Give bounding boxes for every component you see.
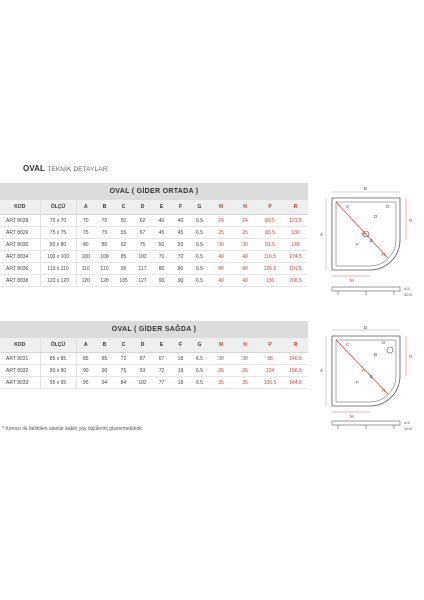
table-cell: 110	[76, 263, 95, 275]
label-height-1: 4.5	[404, 420, 410, 425]
table-cell: 120 x 120	[40, 275, 76, 287]
table-cell: 116.5	[257, 251, 283, 263]
label-f: F	[356, 380, 359, 385]
table-cell: 70	[152, 251, 171, 263]
label-d: D	[374, 352, 378, 357]
column-header-6: E	[152, 200, 171, 215]
table-cell: 25	[209, 227, 233, 239]
table-cell: 80.5	[257, 215, 283, 227]
label-a: A	[320, 232, 324, 237]
column-header-4: C	[114, 200, 133, 215]
label-c: C	[346, 342, 350, 347]
label-b: B	[364, 186, 368, 191]
label-f: F	[356, 242, 359, 247]
table-cell: 95	[76, 377, 95, 389]
table-cell: 35	[209, 377, 233, 389]
cell-kod: ART 8030	[0, 239, 40, 251]
table-cell: 18	[171, 377, 190, 389]
table-cell: 50	[114, 215, 133, 227]
column-header-8: G	[190, 338, 209, 353]
table-heading: OVAL ( GİDER SAĞDA )	[0, 321, 308, 338]
table-cell: 77	[152, 377, 171, 389]
table-cell: 104	[257, 365, 283, 377]
column-header-7: F	[171, 200, 190, 215]
table-cell: 25	[233, 227, 257, 239]
label-c: C	[346, 204, 350, 209]
table-cell: 80	[76, 239, 95, 251]
table-cell: 6.5	[190, 239, 209, 251]
column-header-3: B	[95, 338, 114, 353]
arc-diagonal-line	[336, 202, 388, 258]
drain-icon	[387, 347, 393, 353]
table-cell: 120	[76, 275, 95, 287]
table-row	[0, 251, 308, 263]
table-cell: 30	[233, 353, 257, 365]
table-cell: 80 x 80	[40, 239, 76, 251]
table-cell: 85 x 85	[40, 353, 76, 365]
column-header-11: P	[257, 338, 283, 353]
table-cell: 126.5	[257, 263, 283, 275]
table-cell: 98	[257, 353, 283, 365]
table-cell: 85	[76, 353, 95, 365]
table-cell: 24	[233, 215, 257, 227]
table-cell: 55	[114, 227, 133, 239]
table-cell: 100 x 100	[40, 251, 76, 263]
table-cell: 110	[95, 263, 114, 275]
table-cell: 130	[283, 227, 308, 239]
label-r: R	[382, 388, 386, 393]
table-cell: 164.5	[283, 377, 308, 389]
table-cell: 50	[152, 239, 171, 251]
column-header-10: N	[233, 200, 257, 215]
arc-diagonal-line	[336, 340, 388, 394]
table-cell: 90 x 90	[40, 365, 76, 377]
table-row	[0, 239, 308, 251]
table-cell: 35	[209, 365, 233, 377]
table-cell: 6.5	[190, 215, 209, 227]
table-cell: 30	[209, 353, 233, 365]
table-cell: 6.5	[190, 263, 209, 275]
column-header-4: C	[114, 338, 133, 353]
table-cell: 91.5	[257, 239, 283, 251]
column-header-9: M	[209, 200, 233, 215]
table-cell: 75	[95, 227, 114, 239]
column-header-6: E	[152, 338, 171, 353]
column-header-0: KOD	[0, 200, 40, 215]
page-title	[23, 164, 108, 173]
tray-side-profile	[332, 421, 400, 425]
table-cell: 85	[114, 251, 133, 263]
table-cell: 75 x 75	[40, 227, 76, 239]
footnote: * Kırmızı ile belirtilen alanlar kabin yay ölçülerini göstermektedir.	[2, 426, 144, 432]
cell-kod: ART 8038	[0, 275, 40, 287]
tray-diagram-center-drain	[316, 186, 420, 302]
column-header-10: N	[233, 338, 257, 353]
table-cell: 93	[133, 365, 152, 377]
table-cell: 127	[133, 275, 152, 287]
table-cell: 67	[152, 353, 171, 365]
title-bold: OVAL	[23, 164, 46, 173]
table-row	[0, 377, 308, 389]
column-header-12: R	[283, 338, 308, 353]
label-p: P	[362, 232, 366, 237]
table-cell: 6.5	[190, 377, 209, 389]
table-cell: 70	[95, 215, 114, 227]
table-cell: 24	[209, 215, 233, 227]
label-n: N	[409, 354, 413, 359]
table-cell: 80	[95, 239, 114, 251]
table-cell: 84	[114, 377, 133, 389]
table-cell: 35	[233, 377, 257, 389]
column-header-9: M	[209, 338, 233, 353]
column-header-2: A	[76, 338, 95, 353]
table-cell: 6.5	[190, 275, 209, 287]
table-cell: 80	[152, 263, 171, 275]
table-cell: 40	[171, 215, 190, 227]
table-row	[0, 353, 308, 365]
column-header-5: D	[133, 200, 152, 215]
table-cell: 90	[152, 275, 171, 287]
table-cell: 30	[209, 239, 233, 251]
table-cell: 75	[133, 239, 152, 251]
cell-kod: ART 8029	[0, 227, 40, 239]
table-cell: 106.5	[257, 377, 283, 389]
table-cell: 6.5	[190, 227, 209, 239]
table-cell: 102	[133, 377, 152, 389]
table-cell: 40	[152, 215, 171, 227]
table-cell: 40	[233, 275, 257, 287]
table-cell: 94	[95, 377, 114, 389]
table-header-row	[0, 200, 308, 215]
table-cell: 206.5	[283, 275, 308, 287]
table-cell: 62	[114, 239, 133, 251]
table-row	[0, 275, 308, 287]
table-cell: 40	[209, 263, 233, 275]
label-n: N	[409, 218, 413, 223]
table-cell: 6.5	[190, 353, 209, 365]
table-cell: 72	[152, 365, 171, 377]
table-cell: 67	[133, 227, 152, 239]
cell-kod: ART 8031	[0, 353, 40, 365]
table-row	[0, 215, 308, 227]
table-block-gider-ortada	[0, 183, 308, 287]
table-cell: 90	[76, 365, 95, 377]
table-cell: 40	[233, 263, 257, 275]
column-header-2: A	[76, 200, 95, 215]
column-header-0: KOD	[0, 338, 40, 353]
spec-table	[0, 338, 308, 389]
table-cell: 95 x 95	[40, 377, 76, 389]
table-cell: 62	[133, 215, 152, 227]
table-cell: 18	[171, 365, 190, 377]
label-r: R	[382, 252, 386, 257]
table-cell: 140	[283, 239, 308, 251]
table-cell: 95	[114, 263, 133, 275]
column-header-7: F	[171, 338, 190, 353]
label-m: M	[350, 278, 354, 283]
table-cell: 35	[233, 365, 257, 377]
tray-side-profile	[332, 287, 400, 291]
label-e: E	[370, 238, 374, 243]
label-m: M	[350, 414, 354, 419]
column-header-5: D	[133, 338, 152, 353]
column-header-1: ÖLÇÜ	[40, 338, 76, 353]
table-cell: 102	[133, 251, 152, 263]
table-cell: 174.5	[283, 251, 308, 263]
label-height-2: 10.5	[404, 292, 412, 297]
table-cell: 40	[209, 275, 233, 287]
table-cell: 75	[114, 365, 133, 377]
table-cell: 45	[152, 227, 171, 239]
table-cell: 70	[171, 251, 190, 263]
table-cell: 117	[133, 263, 152, 275]
table-heading: OVAL ( GİDER ORTADA )	[0, 183, 308, 200]
table-cell: 85	[95, 353, 114, 365]
label-g: G	[386, 204, 390, 209]
table-cell: 83.5	[257, 227, 283, 239]
table-cell: 136	[257, 275, 283, 287]
table-cell: 100	[76, 251, 95, 263]
column-header-12: R	[283, 200, 308, 215]
column-header-3: B	[95, 200, 114, 215]
title-sub: TEKNİK DETAYLAR	[47, 166, 108, 173]
cell-kod: ART 8036	[0, 263, 40, 275]
table-cell: 146.5	[283, 353, 308, 365]
label-e: E	[370, 374, 374, 379]
cell-kod: ART 8032	[0, 365, 40, 377]
table-cell: 70	[76, 215, 95, 227]
table-cell: 121.5	[283, 215, 308, 227]
label-p: P	[362, 368, 366, 373]
table-cell: 156.5	[283, 365, 308, 377]
table-cell: 105	[114, 275, 133, 287]
column-header-8: G	[190, 200, 209, 215]
table-row	[0, 227, 308, 239]
table-cell: 40	[209, 251, 233, 263]
column-header-1: ÖLÇÜ	[40, 200, 76, 215]
table-cell: 110 x 110	[40, 263, 76, 275]
table-cell: 30	[233, 239, 257, 251]
table-cell: 90	[95, 365, 114, 377]
cell-kod: ART 8028	[0, 215, 40, 227]
label-g: G	[382, 340, 386, 345]
cell-kod: ART 8034	[0, 251, 40, 263]
table-cell: 50	[171, 239, 190, 251]
table-cell: 90	[171, 275, 190, 287]
table-cell: 6.5	[190, 365, 209, 377]
spec-table	[0, 200, 308, 287]
table-cell: 80	[171, 263, 190, 275]
table-row	[0, 263, 308, 275]
table-cell: 18	[171, 353, 190, 365]
table-cell: 100	[95, 251, 114, 263]
label-height-2: 10.5	[404, 426, 412, 431]
table-cell: 75	[76, 227, 95, 239]
table-cell: 45	[171, 227, 190, 239]
table-cell: 191.5	[283, 263, 308, 275]
table-cell: 87	[133, 353, 152, 365]
table-cell: 72	[114, 353, 133, 365]
table-header-row	[0, 338, 308, 353]
table-block-gider-sagda	[0, 321, 308, 389]
label-a: A	[320, 368, 324, 373]
label-b: B	[364, 326, 368, 330]
table-cell: 70 x 70	[40, 215, 76, 227]
tray-diagram-right-drain	[316, 326, 420, 436]
table-cell: 40	[233, 251, 257, 263]
table-row	[0, 365, 308, 377]
cell-kod: ART 8033	[0, 377, 40, 389]
label-d: D	[374, 214, 378, 219]
table-cell: 6.5	[190, 251, 209, 263]
label-height-1: 4.5	[404, 286, 410, 291]
column-header-11: P	[257, 200, 283, 215]
table-cell: 120	[95, 275, 114, 287]
